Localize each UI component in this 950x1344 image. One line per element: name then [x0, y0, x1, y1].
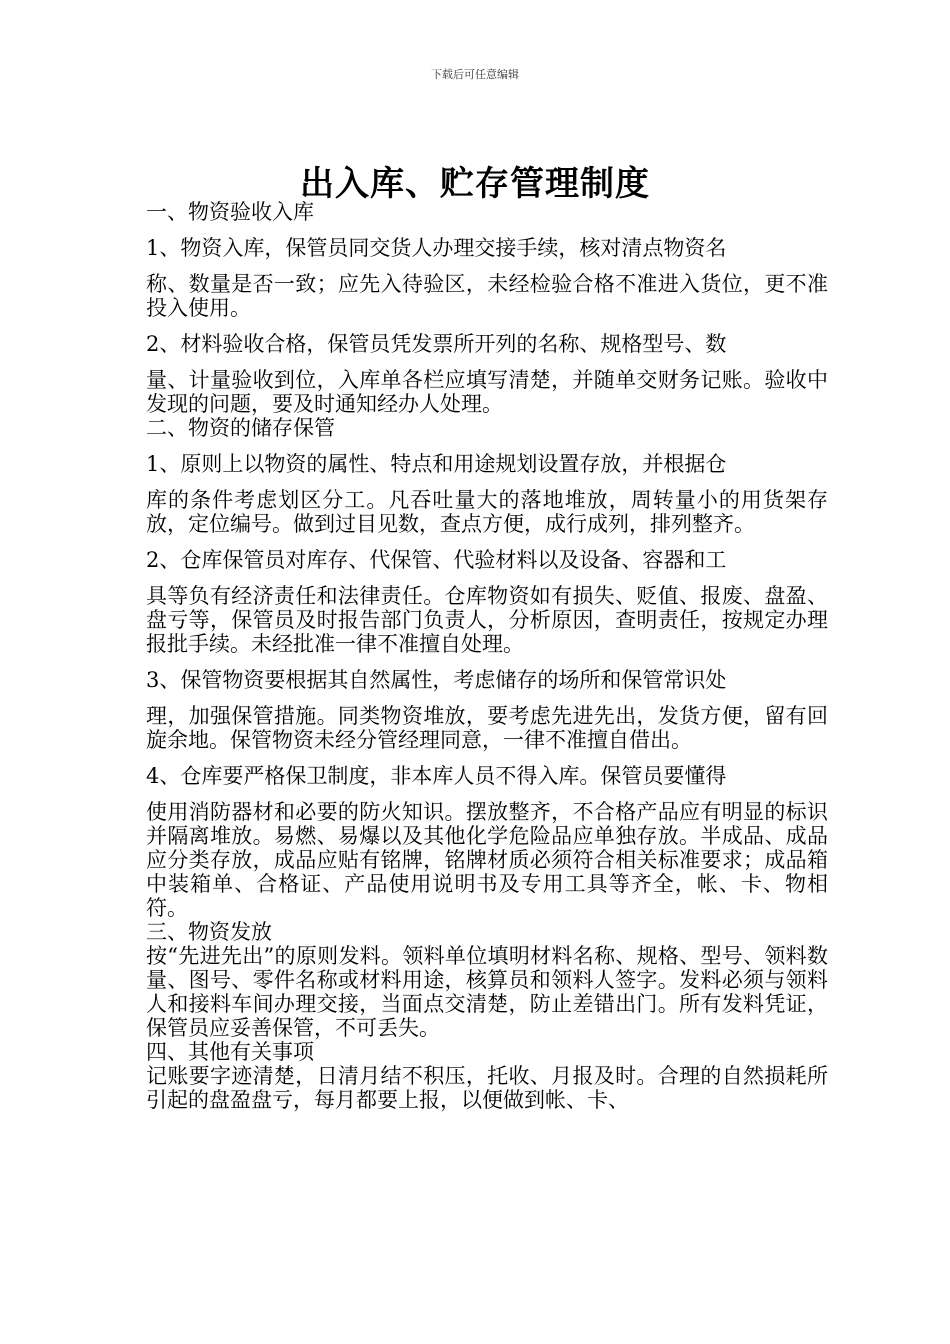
paragraph-lead: 4、仓库要严格保卫制度，非本库人员不得入库。保管员要懂得 — [146, 764, 727, 788]
paragraph-text: 具等负有经济责任和法律责任。仓库物资如有损失、贬值、报废、盘盈、盘亏等，保管员及时报告部门负责人，分析原因，查明责任，按规定办理报批手续。未经批准一律不准擅自处理。 — [146, 584, 828, 656]
section-heading: 四、其他有关事项 — [146, 1040, 314, 1064]
document-body — [146, 200, 828, 1112]
paragraph-text: 理，加强保管措施。同类物资堆放，要考虑先进先出，发货方便，留有回旋余地。保管物资未经分管经理同意，一律不准擅自借出。 — [146, 704, 828, 752]
paragraph-text: 按“先进先出”的原则发料。领料单位填明材料名称、规格、型号、领料数量、图号、零件名称或材料用途，核算员和领料人签字。发料必须与领料人和接料车间办理交接，当面点交清楚，防止差错出门。所有发料凭证，保管员应妥善保管，不可丢失。 — [146, 944, 828, 1040]
document-title: 出入库、贮存管理制度 — [300, 164, 650, 204]
header-note: 下载后可任意编辑 — [431, 68, 519, 81]
paragraph-lead: 1、物资入库，保管员同交货人办理交接手续，核对清点物资名 — [146, 236, 727, 260]
paragraph-text: 量、计量验收到位，入库单各栏应填写清楚，并随单交财务记账。验收中发现的问题，要及时通知经办人处理。 — [146, 368, 828, 416]
paragraph-text: 称、数量是否一致；应先入待验区，未经检验合格不准进入货位，更不准投入使用。 — [146, 272, 828, 320]
section-heading: 二、物资的储存保管 — [146, 416, 335, 440]
section-heading: 三、物资发放 — [146, 920, 272, 944]
paragraph-lead: 2、仓库保管员对库存、代保管、代验材料以及设备、容器和工 — [146, 548, 727, 572]
paragraph-text: 使用消防器材和必要的防火知识。摆放整齐，不合格产品应有明显的标识并隔离堆放。易燃、易爆以及其他化学危险品应单独存放。半成品、成品应分类存放，成品应贴有铭牌，铭牌材质必须符合相关标准要求；成品箱中装箱单、合格证、产品使用说明书及专用工具等齐全，帐、卡、物相符。 — [146, 800, 828, 920]
paragraph-lead: 3、保管物资要根据其自然属性，考虑储存的场所和保管常识处 — [146, 668, 727, 692]
paragraph-lead: 1、原则上以物资的属性、特点和用途规划设置存放，并根据仓 — [146, 452, 727, 476]
paragraph-lead: 2、材料验收合格，保管员凭发票所开列的名称、规格型号、数 — [146, 332, 727, 356]
section-heading: 一、物资验收入库 — [146, 200, 314, 224]
paragraph-text: 记账要字迹清楚，日清月结不积压，托收、月报及时。合理的自然损耗所引起的盘盈盘亏，每月都要上报，以便做到帐、卡、 — [146, 1064, 828, 1112]
paragraph-text: 库的条件考虑划区分工。凡吞吐量大的落地堆放，周转量小的用货架存放，定位编号。做到过目见数，查点方便，成行成列，排列整齐。 — [146, 488, 828, 536]
